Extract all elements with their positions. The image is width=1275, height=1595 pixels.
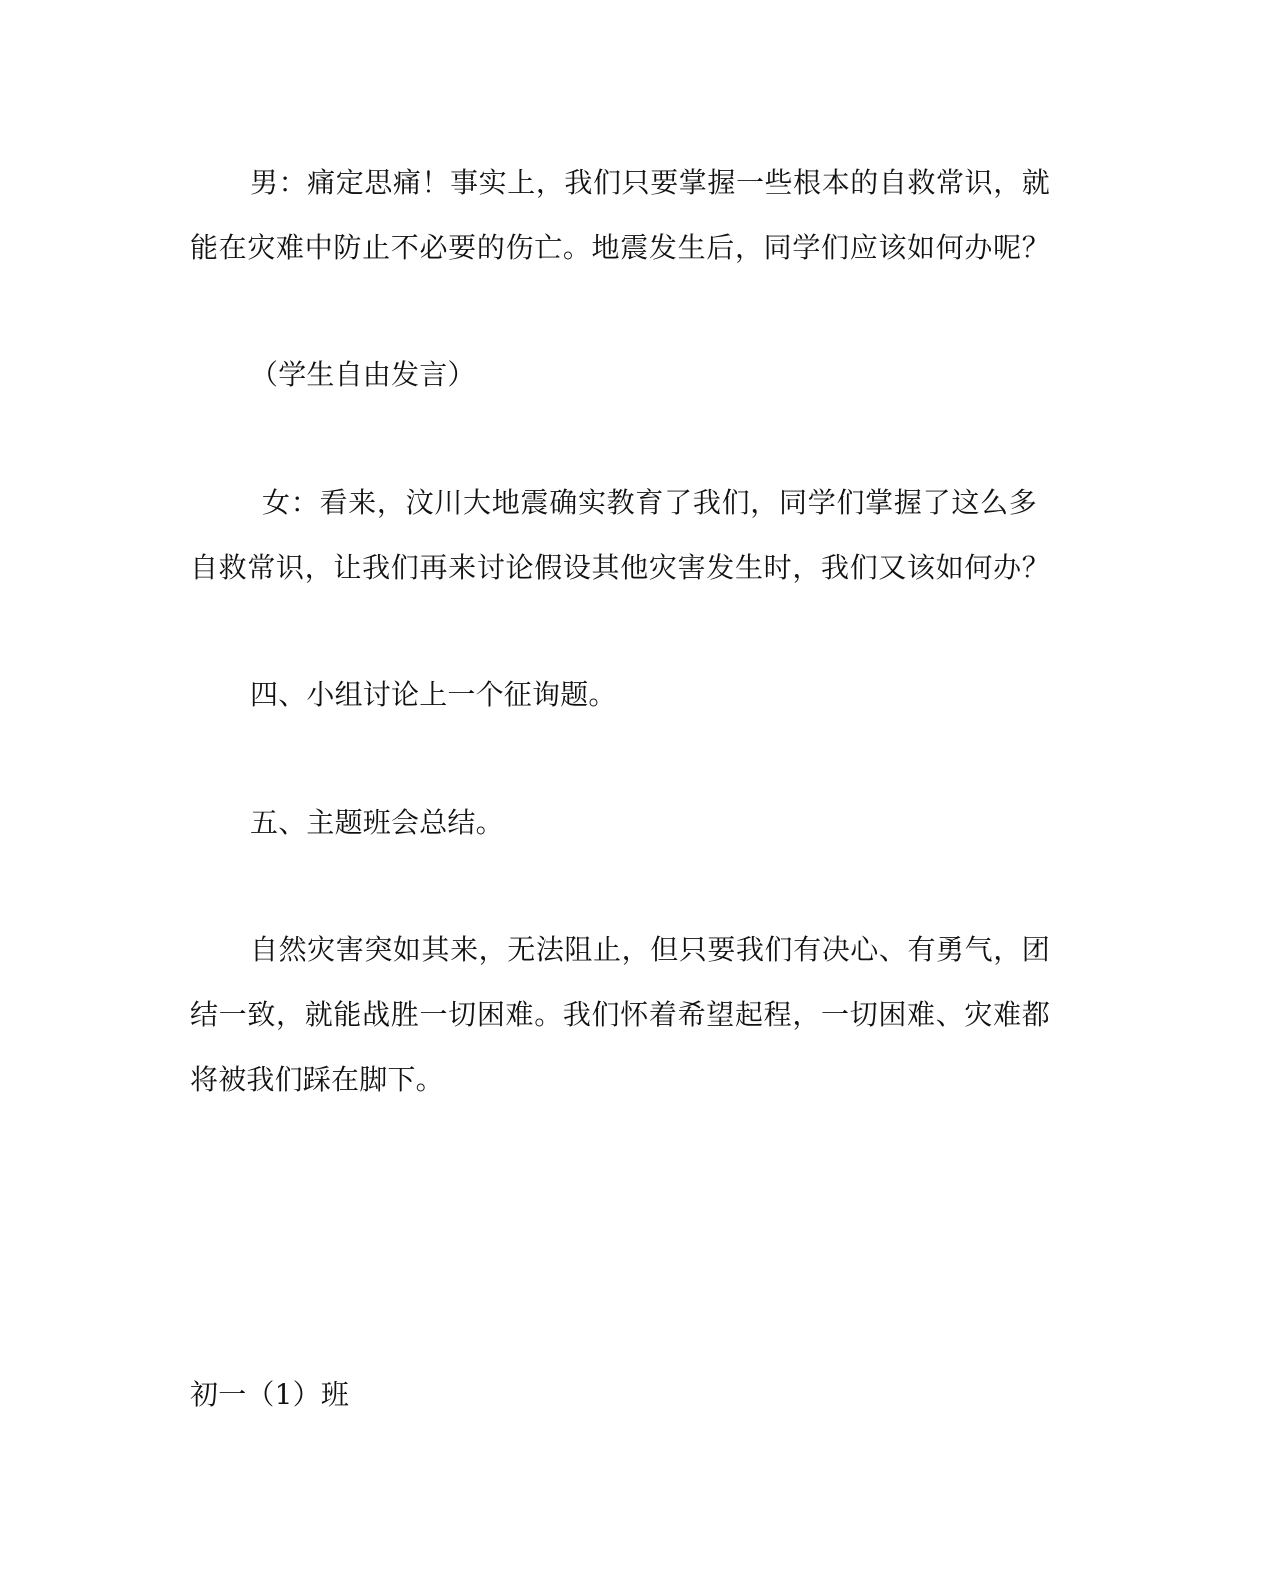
- paragraph-5-line-1: 五、主题班会总结。: [250, 806, 504, 839]
- paragraph-6-line-3: 将被我们踩在脚下。: [190, 1063, 444, 1096]
- paragraph-1-line-2: 能在灾难中防止不必要的伤亡。地震发生后，同学们应该如何办呢？: [190, 231, 1050, 264]
- paragraph-1-line-1: 男：痛定思痛！事实上，我们只要掌握一些根本的自救常识，就: [250, 166, 1050, 199]
- paragraph-3-line-2: 自救常识，让我们再来讨论假设其他灾害发生时，我们又该如何办？: [190, 551, 1050, 584]
- paragraph-4-line-1: 四、小组讨论上一个征询题。: [250, 678, 617, 711]
- paragraph-6-line-2: 结一致，就能战胜一切困难。我们怀着希望起程，一切困难、灾难都: [190, 998, 1050, 1031]
- class-signature: 初一（1）班: [190, 1378, 350, 1411]
- paragraph-2-line-1: （学生自由发言）: [250, 358, 476, 391]
- paragraph-3-line-1: 女：看来，汶川大地震确实教育了我们，同学们掌握了这么多: [262, 486, 1037, 519]
- paragraph-6-line-1: 自然灾害突如其来，无法阻止，但只要我们有决心、有勇气，团: [250, 933, 1050, 966]
